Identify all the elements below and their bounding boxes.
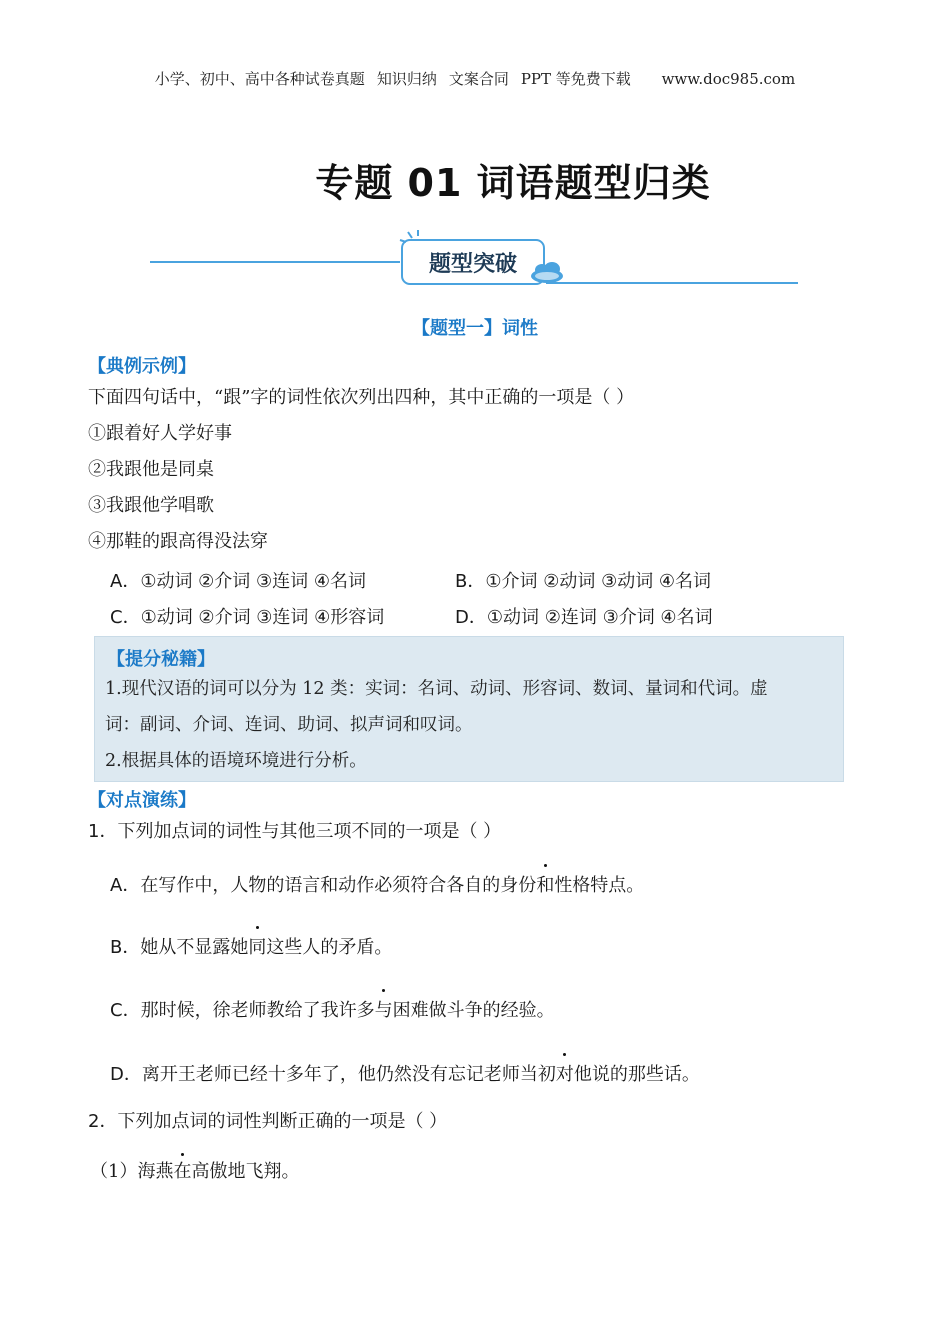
option-text: 性格特点。 bbox=[554, 875, 645, 896]
example-item: ①跟着好人学好事 bbox=[88, 423, 232, 444]
q1-option-a[interactable] bbox=[110, 871, 644, 897]
page-title: 专题 01 词语题型归类 bbox=[315, 161, 711, 205]
dotted-word: 对 bbox=[556, 1060, 574, 1086]
example-item: ③我跟他学唱歌 bbox=[88, 495, 214, 516]
example-option-c[interactable]: C．①动词 ②介词 ③连词 ④形容词 bbox=[110, 607, 385, 628]
header-text-2: 知识归纳 bbox=[376, 70, 437, 88]
item-text: （1）海燕 bbox=[90, 1161, 174, 1182]
dotted-word: 和 bbox=[536, 871, 554, 897]
q1-option-b[interactable] bbox=[110, 933, 392, 959]
example-item: ④那鞋的跟高得没法穿 bbox=[88, 531, 268, 552]
item-text: 高傲地飞翔。 bbox=[191, 1161, 300, 1182]
header-text-1: 小学、初中、高中各种试卷真题 bbox=[154, 70, 365, 88]
tips-line-1: 1.现代汉语的词可以分为 12 类：实词：名词、动词、形容词、数词、量词和代词。虚 bbox=[105, 679, 768, 699]
q2-item-1 bbox=[90, 1160, 299, 1184]
page-header bbox=[0, 68, 950, 89]
q1-option-c[interactable] bbox=[110, 996, 555, 1022]
banner-label: 题型突破 bbox=[428, 252, 518, 277]
option-text: C．那时候，徐老师教给了我许多 bbox=[110, 1000, 375, 1021]
option-text: D．离开王老师已经十多年了，他仍然没有忘记老师当初 bbox=[110, 1064, 556, 1085]
example-item: ②我跟他是同桌 bbox=[88, 459, 214, 480]
q1-option-d[interactable] bbox=[110, 1060, 700, 1086]
example-question: 下面四句话中，“跟”字的词性依次列出四种，其中正确的一项是（ ） bbox=[88, 387, 635, 408]
example-option-d[interactable]: D．①动词 ②连词 ③介词 ④名词 bbox=[455, 607, 713, 628]
option-text: A．在写作中，人物的语言和动作必须符合各自的身份 bbox=[110, 875, 537, 896]
question-1: 1．下列加点词的词性与其他三项不同的一项是（ ） bbox=[88, 821, 502, 842]
section-banner bbox=[150, 228, 798, 290]
question-2: 2．下列加点词的词性判断正确的一项是（ ） bbox=[88, 1111, 448, 1132]
example-option-a[interactable]: A．①动词 ②介词 ③连词 ④名词 bbox=[110, 571, 367, 592]
option-text: B．她从不显露她 bbox=[110, 937, 249, 958]
example-label: 【典例示例】 bbox=[88, 356, 196, 377]
tips-label: 【提分秘籍】 bbox=[107, 649, 215, 670]
dotted-word: 在 bbox=[173, 1161, 192, 1182]
header-text-3: 文案合同 bbox=[448, 70, 509, 88]
dotted-word: 与 bbox=[375, 996, 393, 1022]
tips-line-2: 词：副词、介词、连词、助词、拟声词和叹词。 bbox=[105, 715, 473, 735]
option-text: 这些人的矛盾。 bbox=[266, 937, 393, 958]
section-tag: 【题型一】词性 bbox=[412, 318, 538, 339]
option-text: 困难做斗争的经验。 bbox=[392, 1000, 555, 1021]
tips-line-3: 2.根据具体的语境环境进行分析。 bbox=[105, 751, 367, 771]
option-text: 他说的那些话。 bbox=[573, 1064, 700, 1085]
dotted-word: 同 bbox=[248, 933, 266, 959]
tips-box bbox=[94, 636, 844, 782]
header-text-4: PPT 等免费下载 bbox=[520, 70, 631, 88]
header-url[interactable]: www.doc985.com bbox=[661, 70, 796, 88]
example-option-b[interactable]: B．①介词 ②动词 ③动词 ④名词 bbox=[455, 571, 712, 592]
practice-label: 【对点演练】 bbox=[88, 790, 196, 811]
